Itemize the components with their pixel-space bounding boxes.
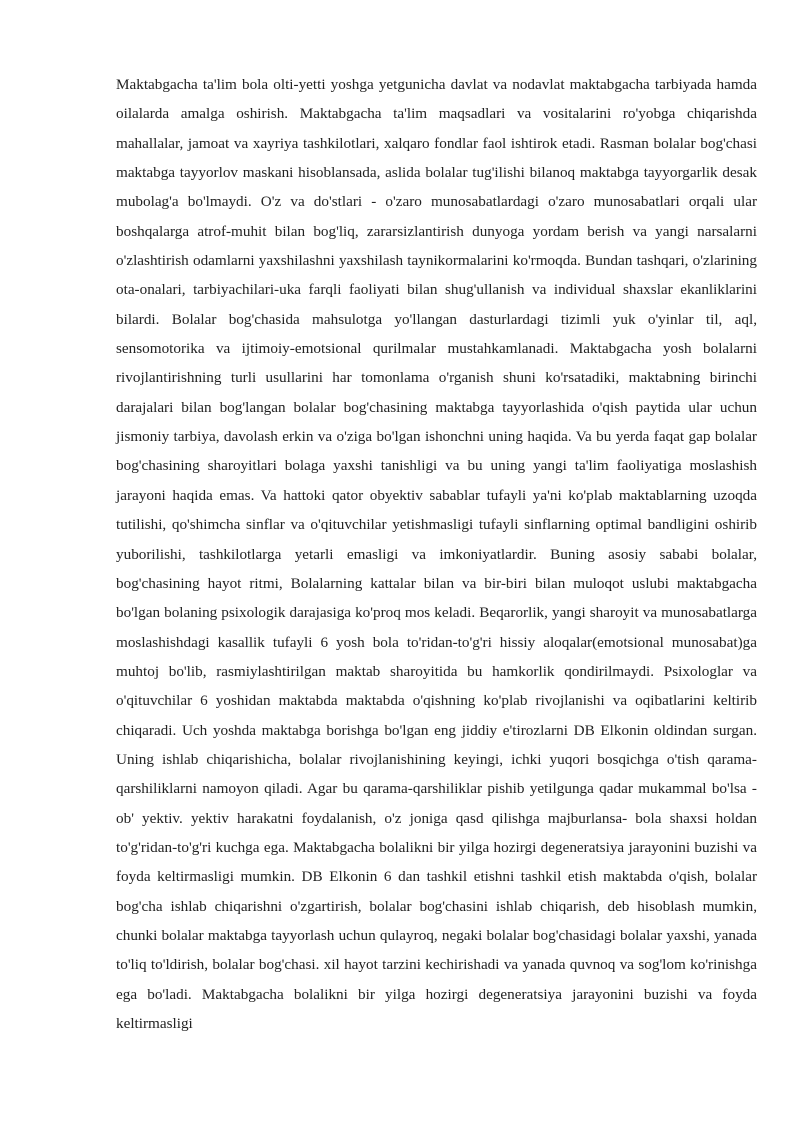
body-paragraph: Maktabgacha ta'lim bola olti-yetti yoshga yetgunicha davlat va nodavlat maktabgacha tarbiyada hamda oilalarda amalga oshirish. Maktabgacha ta'lim maqsadlari va vositalarini ro'yobga chiqarishda mahallalar, jamoat va xayriya tashkilotlari, xalqaro fondlar faol ishtirok etadi. Rasman bolalar bog'chasi maktabga tayyorlov maskani hisoblansada, aslida bolalar tug'ilishi bilanoq maktabga tayyorgarlik desak mubolag'a bo'lmaydi. O'z va do'stlari - o'zaro munosabatlardagi o'zaro munosabatlari orqali ular boshqalarga atrof-muhit bilan bog'liq, zararsizlantirish dunyoga yordam berish va yangi narsalarni o'zlashtirish odamlarni yaxshilashni yaxshilash taynikormalarini ko'rmoqda. Bundan tashqari, o'zlarining ota-onalari, tarbiyachilari-uka farqli faoliyati bilan shug'ullanish va individual shaxslar ekanliklarini bilardi. Bolalar bog'chasida mahsulotga yo'llangan dasturlardagi tizimli yuk o'yinlar til, aql, sensomotorika va ijtimoiy-emotsional qurilmalar mustahkamlanadi. Maktabgacha yosh bolalarni rivojlantirishning turli usullarini har tomonlama o'rganish shuni ko'rsatadiki, maktabning birinchi darajalari bilan bog'langan bolalar bog'chasining maktabga tayyorlashida o'qish paytida ular uchun jismoniy tarbiya, davolash erkin va o'ziga bo'lgan ishonchni uning haqida. Va bu yerda faqat gap bolalar bog'chasining sharoyitlari bolaga yaxshi tanishligi va bu uning yangi ta'lim faoliyatiga moslashish jarayoni haqida emas. Va hattoki qator obyektiv sabablar tufayli ya'ni ko'plab maktablarning uzoqda tutilishi, qo'shimcha sinflar va o'qituvchilar yetishmasligi tufayli sinflarning optimal bandligini oshirib yuborilishi, tashkilotlarga yetarli emasligi va imkoniyatlardir. Buning asosiy sababi bolalar, bog'chasining hayot ritmi, Bolalarning kattalar bilan va bir-biri bilan muloqot uslubi maktabgacha bo'lgan bolaning psixologik darajasiga ko'proq mos keladi. Beqarorlik, yangi sharoyit va munosabatlarga moslashishdagi kasallik tufayli 6 yosh bola to'ridan-to'g'ri hissiy aloqalar(emotsional munosabat)ga muhtoj bo'lib, rasmiylashtirilgan maktab sharoyitida bu hamkorlik qondirilmaydi. Psixologlar va o'qituvchilar 6 yoshidan maktabda maktabda o'qishning ko'plab rivojlanishi va oqibatlarini keltirib chiqaradi. Uch yoshda maktabga borishga bo'lgan eng jiddiy e'tirozlarni DB Elkonin oldindan surgan. Uning ishlab chiqarishicha, bolalar rivojlanishining keyingi, ichki yuqori bosqichga o'tish qarama-qarshiliklarni namoyon qiladi. Agar bu qarama-qarshiliklar pishib yetilgunga qadar mukammal bo'lsa - ob' yektiv. yektiv harakatni foydalanish, o'z joniga qasd qilishga majburlansa- bola shaxsi holdan to'g'ridan-to'g'ri kuchga ega. Maktabgacha bolalikni bir yilga hozirgi degeneratsiya jarayonini buzishi va foyda keltirmasligi mumkin. DB Elkonin 6 dan tashkil etishni tashkil etish maktabda o'qish, bolalar bog'cha ishlab chiqarishni o'zgartirish, bolalar bog'chasini ishlab chiqarish, deb hisoblash mumkin, chunki bolalar maktabga tayyorlash uchun qulayroq, negaki bolalar bog'chasidagi bolalar yaxshi, yanada to'liq to'ldirish, bolalar bog'chasi. xil hayot tarzini kechirishadi va yanada quvnoq va sog'lom ko'rinishga ega bo'ladi. Maktabgacha bolalikni bir yilga hozirgi degeneratsiya jarayonini buzishi va foyda keltirmasligi	[116, 76, 757, 1032]
